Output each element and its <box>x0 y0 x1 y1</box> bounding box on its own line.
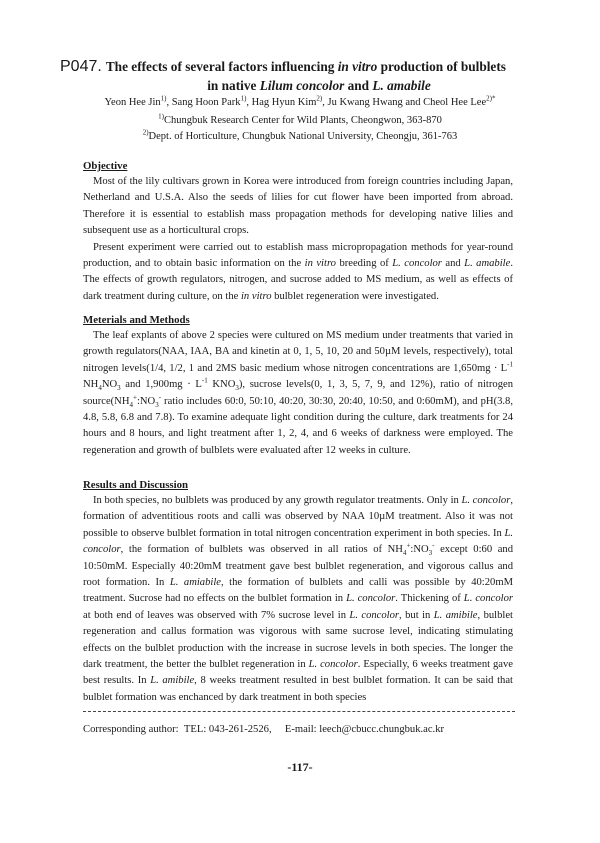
methods-section <box>83 312 513 459</box>
paragraph: In both species, no bulblets was produced by any growth regulator treatments. Only in L. concolor, formation of adventitious roots and calli was observed by NAA 10µM treatment. Also it was not possible to observe bulblet formation in total nitrogen concentration experiment in both species. In L. concolor, the formation of bulblets was observed in all ratios of $NH_4^+:NO_3^-$ except 0:60 and 10:50mM. Especially 40:20mM treatment gave best bulblet regeneration, and vigorous callus and root formation. In L. amiabile, the formation of bulblets and calli was possible by 40:20mM treatment. Sucrose had no effects on the bulblet formation in L. concolor. Thickening of L. concolor at both end of leaves was observed with 7% sucrose level in L. concolor, but in L. amibile, bulblet regeneration and callus formation was vigorous with same sucrose level, indicating stimulating effects on the bulblet production with the increase in sucrose levels in both species. The longer the dark treatment, the better the bulblet regeneration in L. concolor. Especially, 6 weeks treatment gave best results. In L. amibile, 8 weeks treatment resulted in best bulblet formation. It can be said that bulblet formation was enchanced by dark treatment in both species <box>83 495 514 703</box>
paragraph: Most of the lily cultivars grown in Korea were introduced from foreign countries including Japan, Netherland and U.S.A. Also the seeds of lilies for cut flower have been imported from abroad. Therefore it is essential to establish mass propagation methods for developing native lilies and subsequent use as a horticultural crops. <box>83 176 513 237</box>
section-heading: Meterials and Methods <box>83 314 190 326</box>
email-link[interactable]: E-mail: leech@cbucc.chungbuk.ac.kr <box>284 724 445 735</box>
objective-section <box>83 158 513 305</box>
page-number: -117- <box>287 760 313 774</box>
results-section <box>83 477 513 706</box>
poster-code: P047. <box>60 58 102 75</box>
paragraph: Present experiment were carried out to establish mass micropropagation methods for year-round production, and to obtain basic information on the in vitro breeding of L. concolor and L. amabile. The effects of growth regulators, nitrogen, and sucrose added to MS medium, as well as effects of dark treatment during culture, on the in vitro bulblet regeneration were investigated. <box>83 241 513 302</box>
footer-label: Corresponding author: <box>83 724 179 735</box>
title-line-2: in native Lilum concolor and L. amabile <box>207 78 431 93</box>
author: Ju Kwang Hwang and Cheol Hee Lee <box>327 97 487 108</box>
paper-title <box>60 57 550 95</box>
phone-number: TEL: 043-261-2526, <box>183 724 272 735</box>
section-heading: Results and Discussion <box>83 479 189 491</box>
paragraph: The leaf explants of above 2 species were cultured on MS medium under treatments that varied in growth regulators(NAA, IAA, BA and kinetin at 0, 1, 5, 10, 20 and 50µM levels, respectively), total nitrogen levels(1/4, 1/2, 1 and 2MS basic medium whose nitrogen concentrations are $1,650mg \cdot L^{-1}$ $NH_4NO_3$ and $1,900mg \cdot L^{-1}$ $KNO_3$), sucrose levels(0, 1, 3, 5, 7, 9, and 12%), ratio of nitrogen $source(NH_4^+:NO_3^-$ ratio includes 60:0, 50:10, 40:20, 30:30, 20:40, 10:50, and 0:60mM), and pH(3.8, 4.8, 5.8, 6.8 and 7.8). To examine adequate light condition during the culture, dark treatments for 24 hours and 8 hours, and light treatment after 1, 2, 4, and 6 weeks of darkness were employed. The regeneration and growth of bulblets were evaluated after 12 weeks in culture. <box>83 330 513 456</box>
author-list: Yeon Hee Jin$^{1)}$, Sang Hoon Park$^{1)}$, Hag Hyun Kim$^{2)}$, Ju Kwang Hwang and Cheol Hee Lee$^{2)*}$ <box>104 94 496 108</box>
corresponding-author <box>83 722 444 738</box>
section-heading: Objective <box>83 160 128 172</box>
affiliation-2: $^{2)}$Dept. of Horticulture, Chungbuk National University, Cheongju, 361-763 <box>142 128 458 142</box>
author: Sang Hoon Park <box>171 97 241 108</box>
author: Hag Hyun Kim <box>251 97 317 108</box>
affiliation-1: $^{1)}$Chungbuk Research Center for Wild Plants, Cheongwon, 363-870 <box>158 112 442 126</box>
author: Yeon Hee Jin <box>104 97 161 108</box>
title-line-1: P047. The effects of several factors influencing in vitro production of bulblets <box>60 58 506 75</box>
divider <box>83 711 515 712</box>
